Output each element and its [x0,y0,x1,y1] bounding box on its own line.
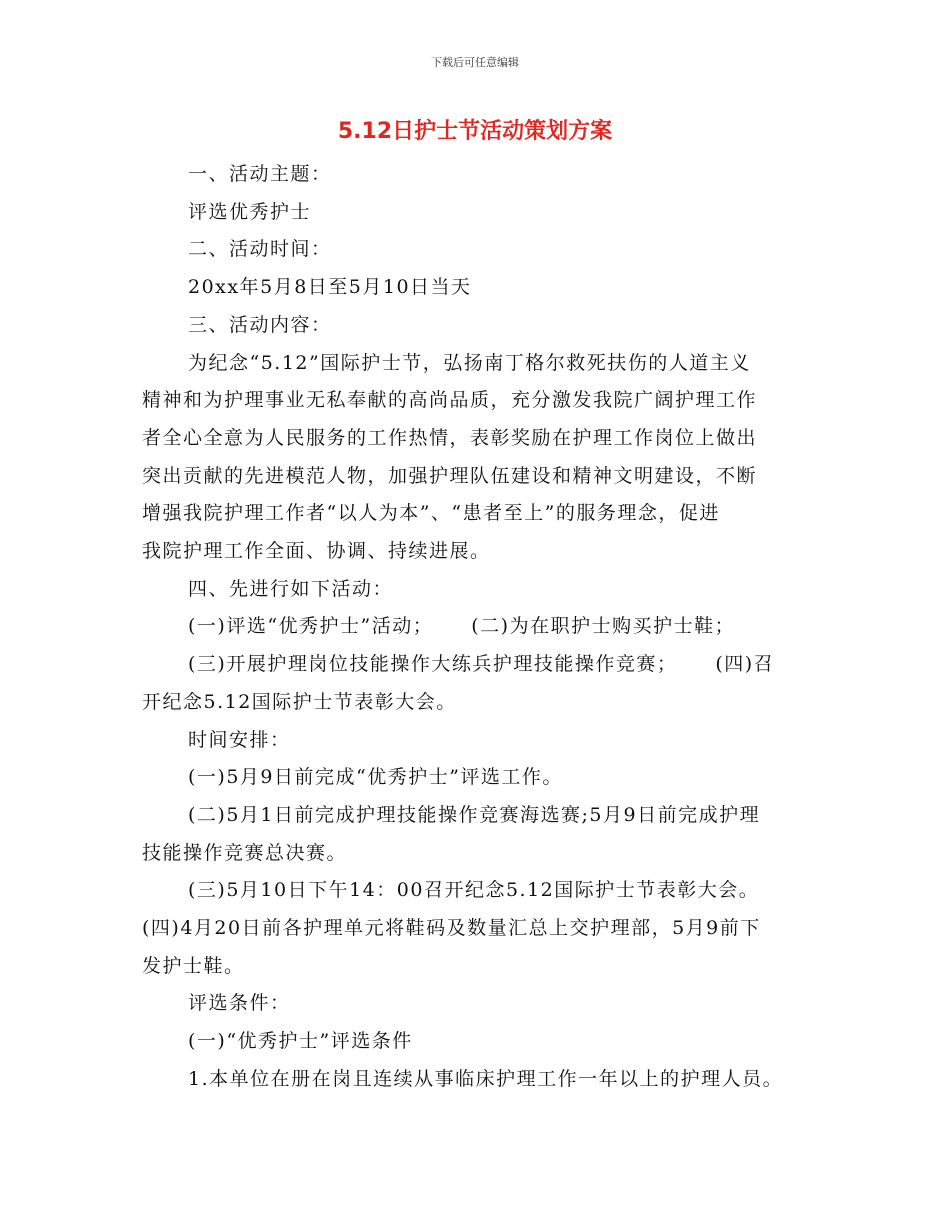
criteria-heading: (一)“优秀护士”评选条件 [188,1030,413,1053]
paragraph-line: 技能操作竞赛总决赛。 [142,841,348,864]
paragraph-line: 者全心全意为人民服务的工作热情，表彰奖励在护理工作岗位上做出 [142,426,758,449]
paragraph-line: 发护士鞋。 [142,954,245,977]
paragraph-line: 突出贡献的先进模范人物，加强护理队伍建设和精神文明建设，不断 [142,464,758,487]
section-heading-activities: 四、先进行如下活动： [188,577,394,600]
paragraph-line: 开纪念5.12国际护士节表彰大会。 [142,690,457,713]
schedule-item: (三)5月10日下午14：00召开纪念5.12国际护士节表彰大会。 [188,879,760,902]
document-title: 5.12日护士节活动策划方案 [337,119,613,144]
schedule-item: (四)4月20日前各护理单元将鞋码及数量汇总上交护理部，5月9前下 [142,917,761,940]
activity-item: (四)召 [715,653,775,676]
activity-item: (三)开展护理岗位技能操作大练兵护理技能操作竞赛； [188,653,678,676]
schedule-item: (二)5月1日前完成护理技能操作竞赛海选赛;5月9日前完成护理 [188,803,761,826]
section-heading-criteria: 评选条件： [188,992,291,1015]
section-heading-theme: 一、活动主题： [188,163,332,185]
activity-item: (一)评选“优秀护士”活动； [188,615,434,638]
page-header: 下载后可任意编辑 [431,56,519,69]
activity-item: (二)为在职护士购买护士鞋； [471,615,736,638]
paragraph-line: 增强我院护理工作者“以人为本”、“患者至上”的服务理念，促进 [142,502,720,525]
paragraph: 20xx年5月8日至5月10日当天 [188,276,472,299]
section-heading-schedule: 时间安排： [188,728,291,751]
activity-line [142,646,812,684]
paragraph-line: 我院护理工作全面、协调、持续进展。 [142,540,491,563]
section-heading-time: 二、活动时间： [188,238,332,261]
paragraph-line: 为纪念“5.12”国际护士节，弘扬南丁格尔救死扶伤的人道主义 [188,351,751,374]
schedule-item: (一)5月9日前完成“优秀护士”评选工作。 [188,766,563,789]
activity-line [142,608,812,646]
section-heading-content: 三、活动内容： [188,313,332,336]
document-body [142,156,812,1099]
paragraph-line: 精神和为护理事业无私奉献的高尚品质，充分激发我院广阔护理工作 [142,389,758,412]
paragraph: 评选优秀护士 [188,200,312,223]
criteria-item: 1.本单位在册在岗且连续从事临床护理工作一年以上的护理人员。 [188,1067,784,1090]
